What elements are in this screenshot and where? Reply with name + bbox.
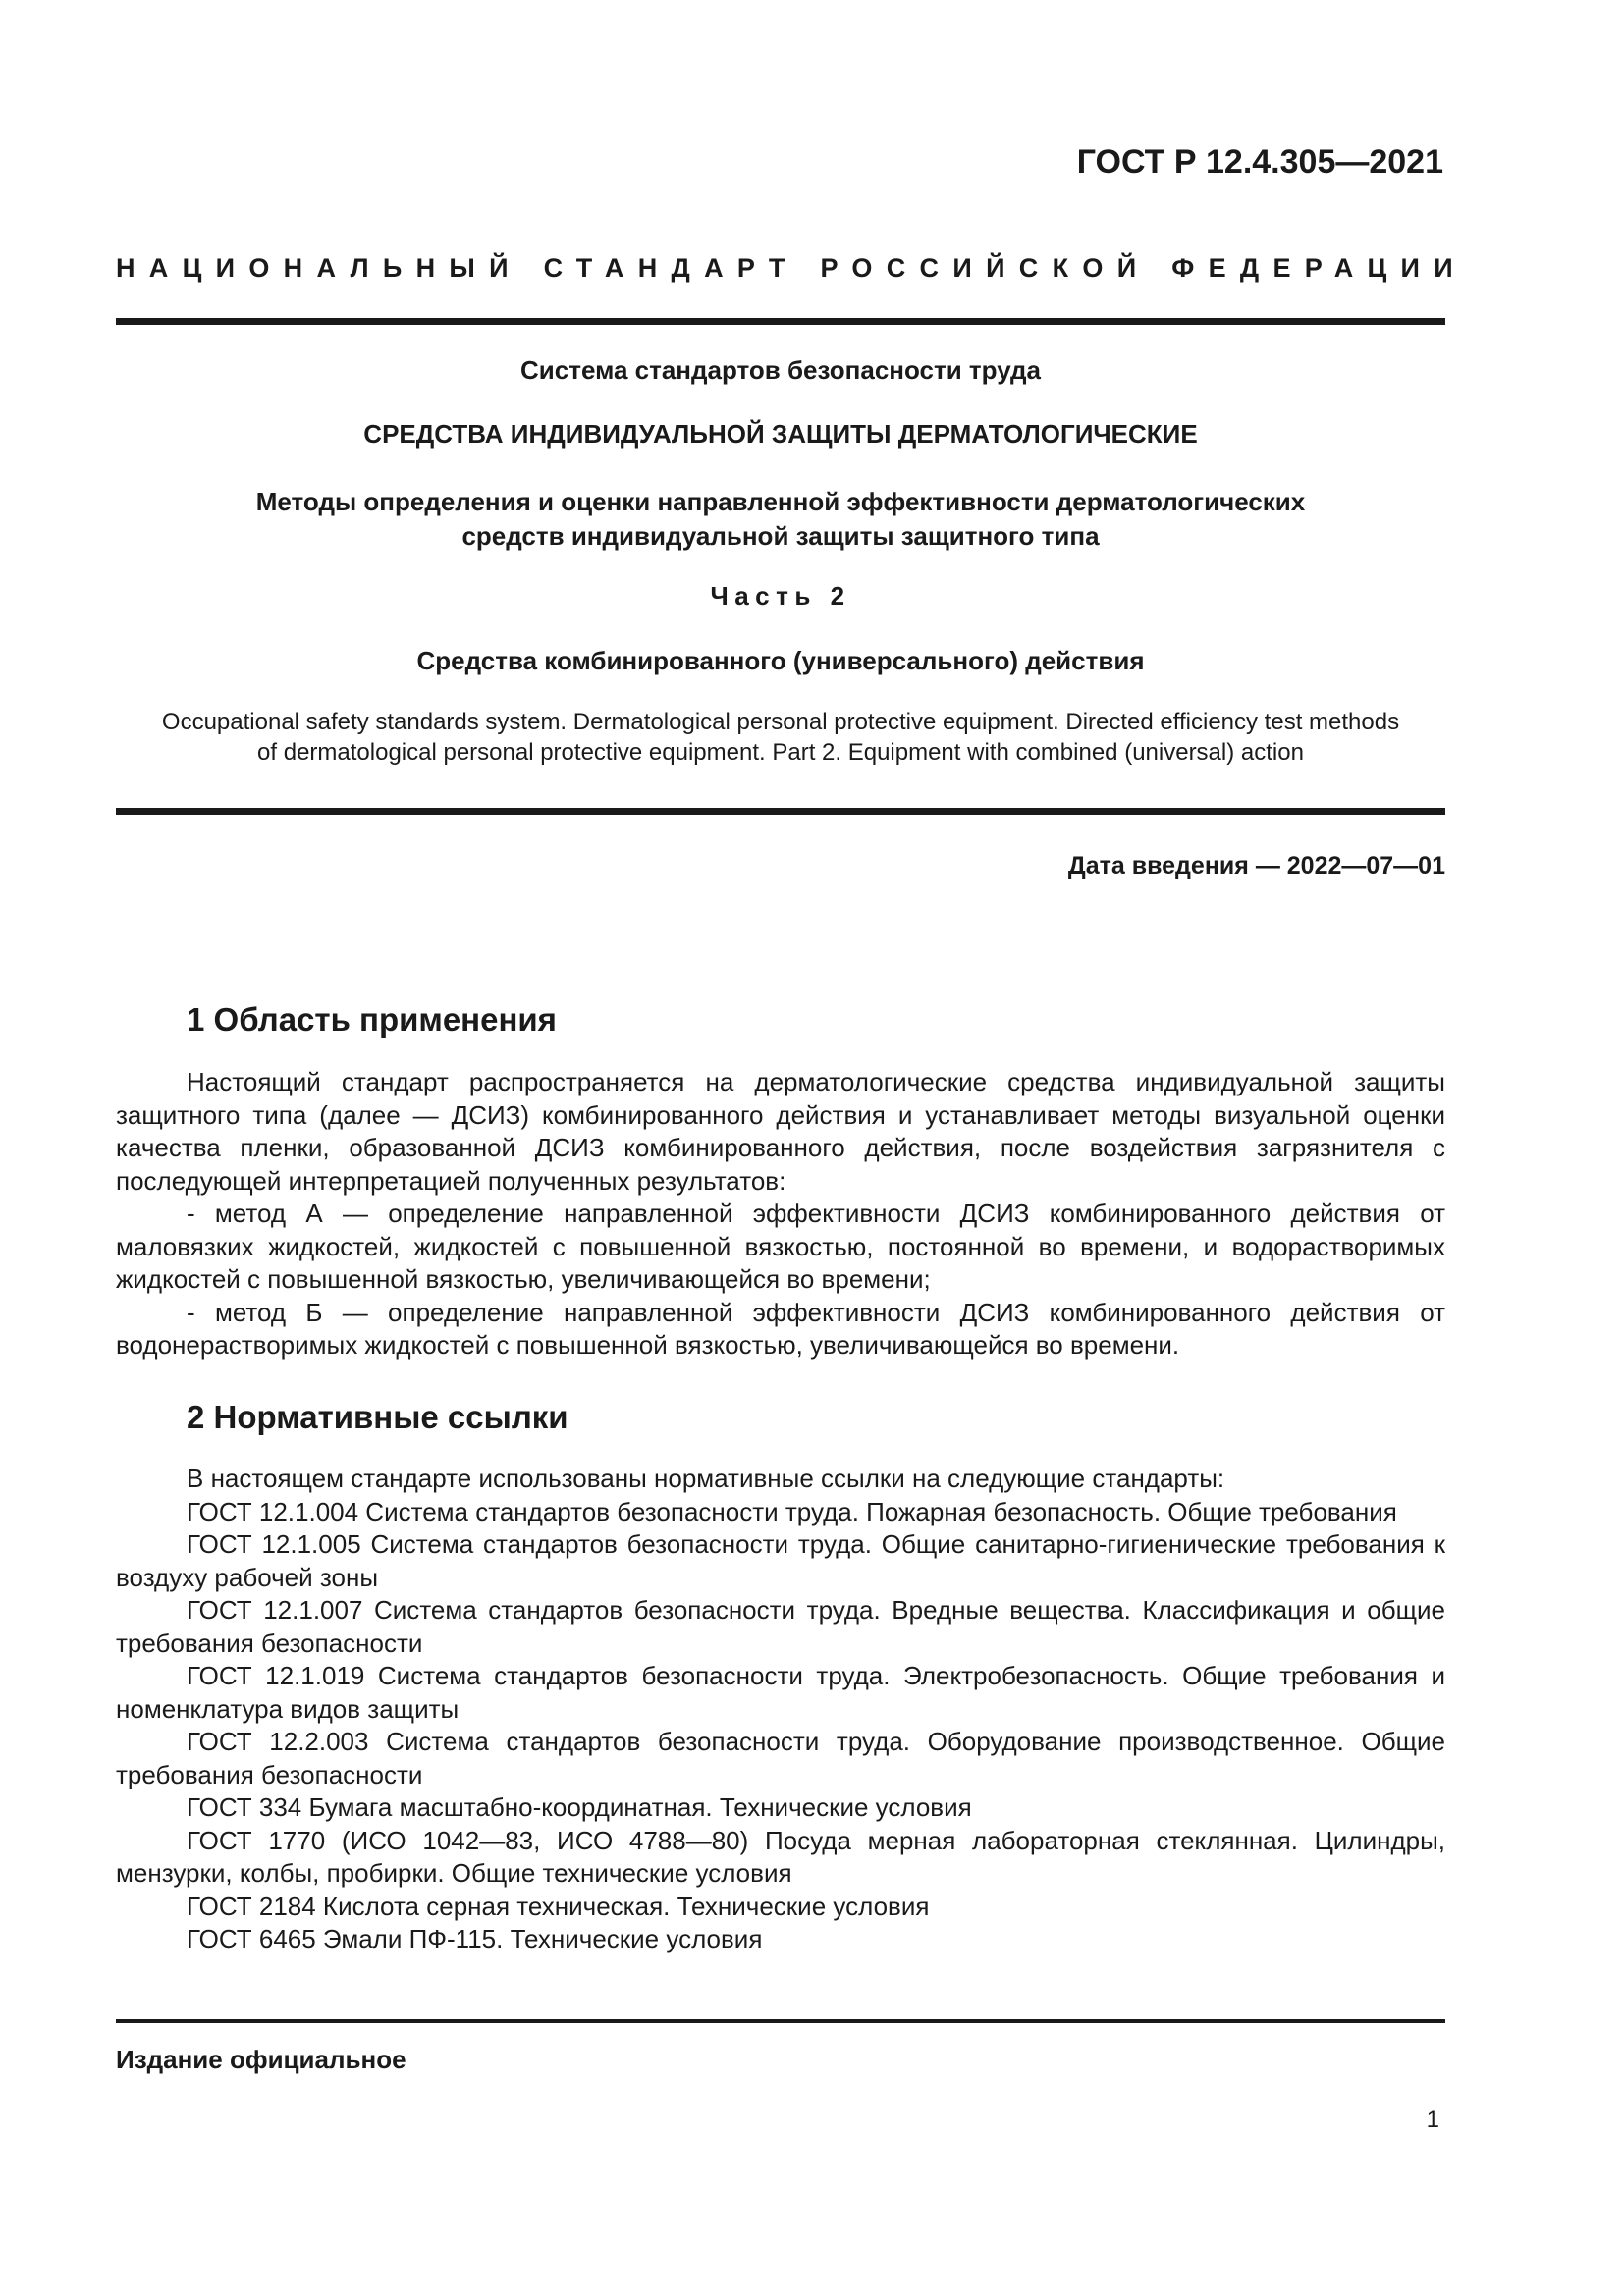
section-1-heading: 1 Область применения [187,1001,557,1038]
section-1-paragraph: Настоящий стандарт распространяется на дерматологические средства индивидуальной защиты защитного типа (далее — ДСИЗ) комбинированного действия и устанавливает методы визуальной оценки качества пленки, образованной ДСИЗ комбинированного действия, после воздействия загрязнителя с последующей интерпретацией полученных результатов: [116,1067,1445,1196]
methods-title-line-1: Методы определения и оценки направленной эффективности дерматологических [255,487,1306,516]
title-bottom-rule [116,808,1445,815]
system-title: Система стандартов безопасности труда [520,355,1041,385]
reference-item: ГОСТ 6465 Эмали ПФ-115. Технические условия [187,1924,763,1953]
part-title: Средства комбинированного (универсального) действия [416,646,1145,675]
top-rule [116,318,1445,325]
section-1-method-a: - метод А — определение направленной эффективности ДСИЗ комбинированного действия от маловязких жидкостей, жидкостей с повышенной вязкостью, постоянной во времени, и водорастворимых жидкостей с повышенной вязкостью, увеличивающейся во времени; [116,1199,1445,1294]
reference-item: ГОСТ 12.1.004 Система стандартов безопасности труда. Пожарная безопасность. Общие требования [187,1496,1397,1526]
english-title-line-1: Occupational safety standards system. Dermatological personal protective equipment. Directed efficiency test methods [161,709,1400,735]
reference-item: ГОСТ 2184 Кислота серная техническая. Технические условия [187,1891,930,1921]
introduction-date: Дата введения — 2022—07—01 [1067,852,1445,880]
part-number: Часть 2 [710,581,851,611]
section-2-intro: В настоящем стандарте использованы нормативные ссылки на следующие стандарты: [187,1464,1225,1493]
reference-item: ГОСТ 12.1.019 Система стандартов безопасности труда. Электробезопасность. Общие требования и номенклатура видов защиты [116,1661,1445,1724]
reference-item: ГОСТ 12.2.003 Система стандартов безопасности труда. Оборудование производственное. Общие требования безопасности [116,1727,1445,1789]
section-1-body [116,1066,1445,1362]
reference-item: ГОСТ 334 Бумага масштабно-координатная. Технические условия [187,1792,972,1822]
reference-item: ГОСТ 1770 (ИСО 1042—83, ИСО 4788—80) Посуда мерная лабораторная стеклянная. Цилиндры, мензурки, колбы, пробирки. Общие технические условия [116,1825,1445,1888]
section-1-method-b: - метод Б — определение направленной эффективности ДСИЗ комбинированного действия от водонерастворимых жидкостей с повышенной вязкостью, увеличивающейся во времени. [116,1297,1445,1360]
methods-title-line-2: средств индивидуальной защиты защитного типа [461,521,1100,551]
section-2-heading: 2 Нормативные ссылки [187,1399,568,1435]
reference-item: ГОСТ 12.1.005 Система стандартов безопасности труда. Общие санитарно-гигиенические требования к воздуху рабочей зоны [116,1529,1445,1592]
main-title: СРЕДСТВА ИНДИВИДУАЛЬНОЙ ЗАЩИТЫ ДЕРМАТОЛОГИЧЕСКИЕ [363,419,1198,449]
section-2-body [116,1463,1445,1956]
english-title [116,707,1445,768]
page-number: 1 [1426,2107,1439,2133]
edition-label: Издание официальное [116,2045,406,2074]
methods-title [116,485,1445,554]
national-standard-heading: НАЦИОНАЛЬНЫЙ СТАНДАРТ РОССИЙСКОЙ ФЕДЕРАЦИИ [116,253,1467,283]
english-title-line-2: of dermatological personal protective equipment. Part 2. Equipment with combined (universal) action [257,739,1304,766]
reference-item: ГОСТ 12.1.007 Система стандартов безопасности труда. Вредные вещества. Классификация и общие требования безопасности [116,1595,1445,1658]
standard-designation: ГОСТ Р 12.4.305—2021 [1076,143,1443,181]
footer-rule [116,2019,1445,2023]
